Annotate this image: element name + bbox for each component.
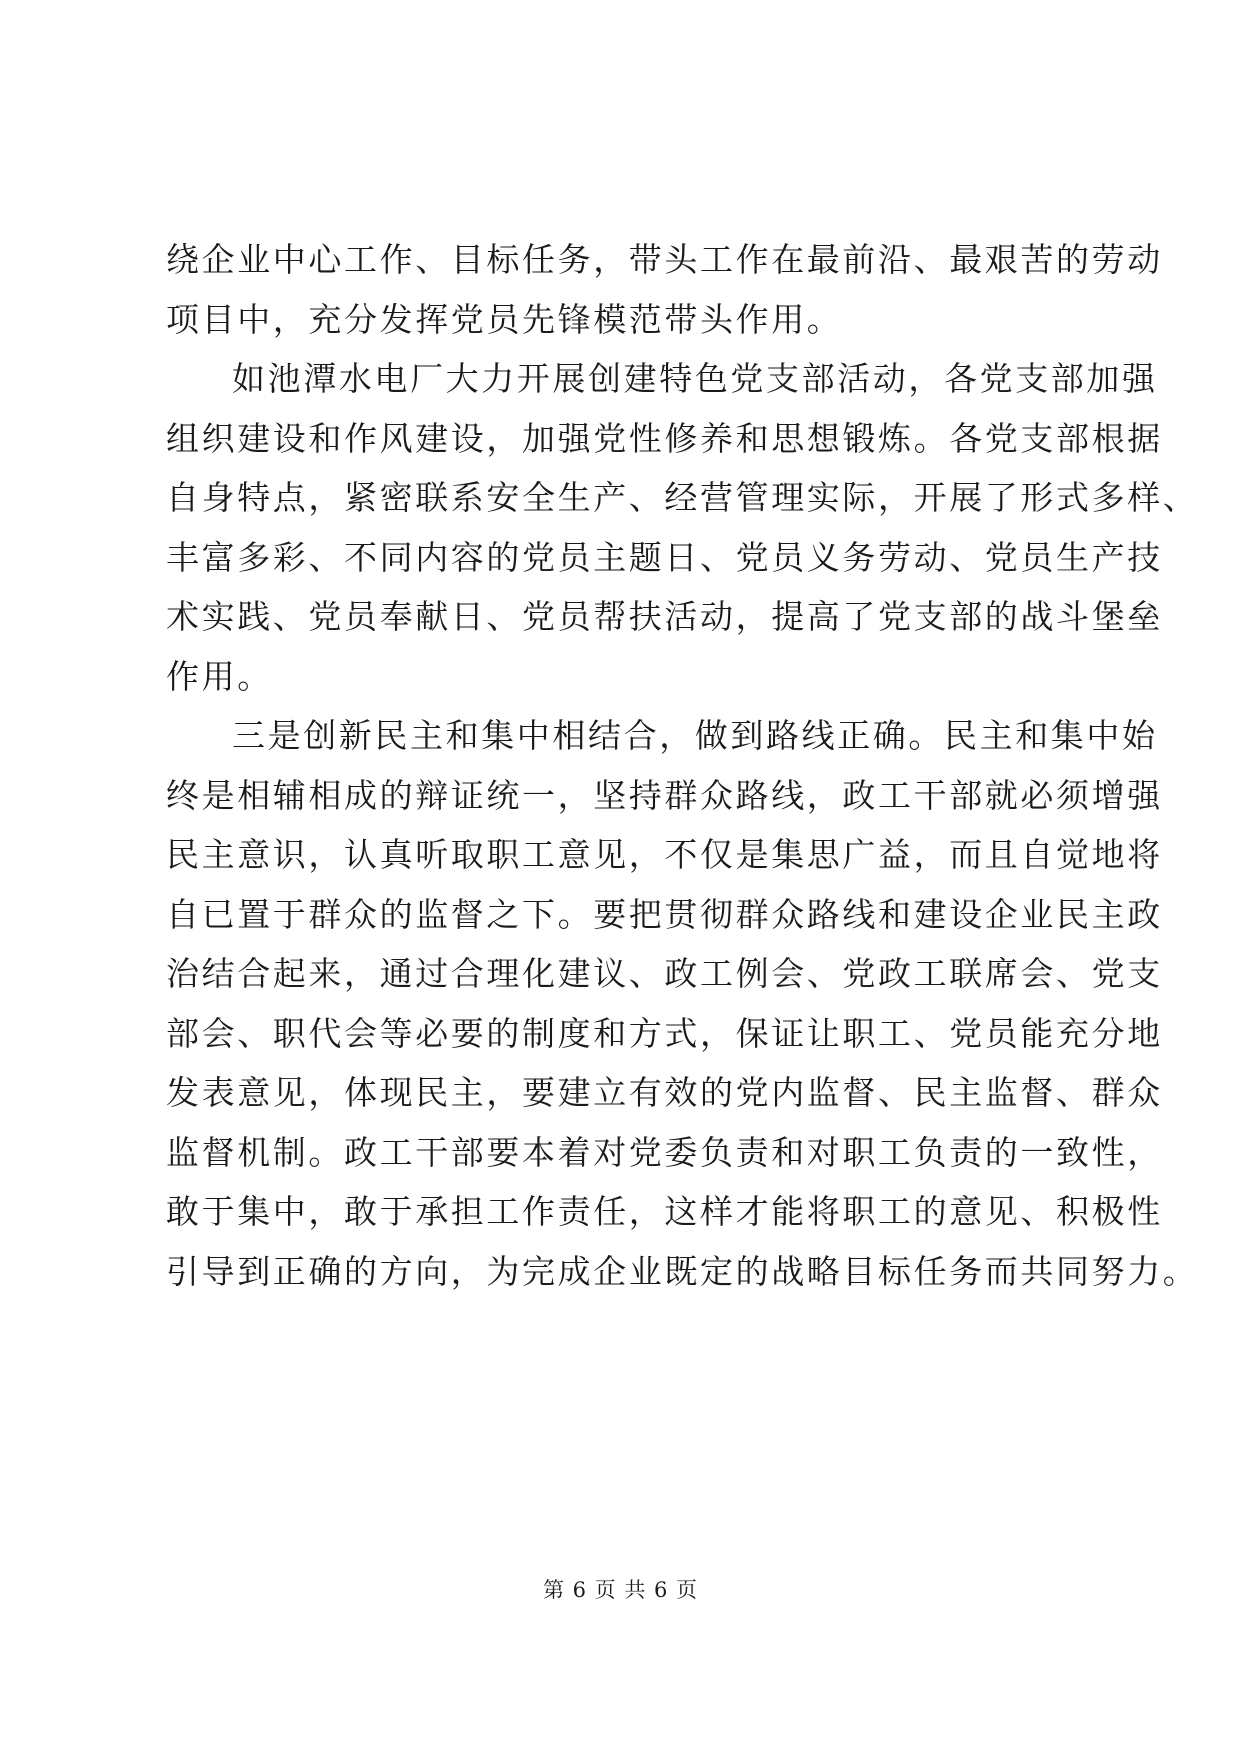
document-body: [166, 230, 1199, 1301]
text-line: 敢于集中，敢于承担工作责任，这样才能将职工的意见、积极性: [166, 1192, 1163, 1231]
text-line: 监督机制。政工干部要本着对党委负责和对职工负责的一致性，: [166, 1132, 1163, 1172]
paragraph-first-line: 三是创新民主和集中相结合，做到路线正确。民主和集中始: [232, 716, 1158, 755]
text-line: 术实践、党员奉献日、党员帮扶活动，提高了党支部的战斗堡垒: [166, 597, 1163, 636]
text-line: 治结合起来，通过合理化建议、政工例会、党政工联席会、党支: [166, 954, 1163, 993]
text-line: 项目中，充分发挥党员先锋模范带头作用。: [166, 299, 843, 339]
page-number-footer: 第 6 页 共 6 页: [542, 1578, 699, 1602]
text-line: 自身特点，紧密联系安全生产、经营管理实际，开展了形式多样、: [166, 478, 1199, 517]
text-line: 组织建设和作风建设，加强党性修养和思想锻炼。各党支部根据: [166, 418, 1163, 458]
text-line: 自已置于群众的监督之下。要把贯彻群众路线和建设企业民主政: [166, 894, 1163, 934]
text-line: 丰富多彩、不同内容的党员主题日、党员义务劳动、党员生产技: [166, 537, 1163, 577]
paragraph-first-line: 如池潭水电厂大力开展创建特色党支部活动，各党支部加强: [232, 359, 1158, 398]
text-line: 发表意见，体现民主，要建立有效的党内监督、民主监督、群众: [166, 1073, 1163, 1112]
text-line: 民主意识，认真听取职工意见，不仅是集思广益，而且自觉地将: [166, 835, 1163, 874]
text-line: 终是相辅相成的辩证统一，坚持群众路线，政工干部就必须增强: [166, 775, 1163, 815]
text-line: 绕企业中心工作、目标任务，带头工作在最前沿、最艰苦的劳动: [166, 240, 1163, 279]
text-line: 作用。: [166, 656, 273, 696]
text-line: 部会、职代会等必要的制度和方式，保证让职工、党员能充分地: [166, 1013, 1163, 1053]
text-line: 引导到正确的方向，为完成企业既定的战略目标任务而共同努力。: [166, 1251, 1199, 1291]
